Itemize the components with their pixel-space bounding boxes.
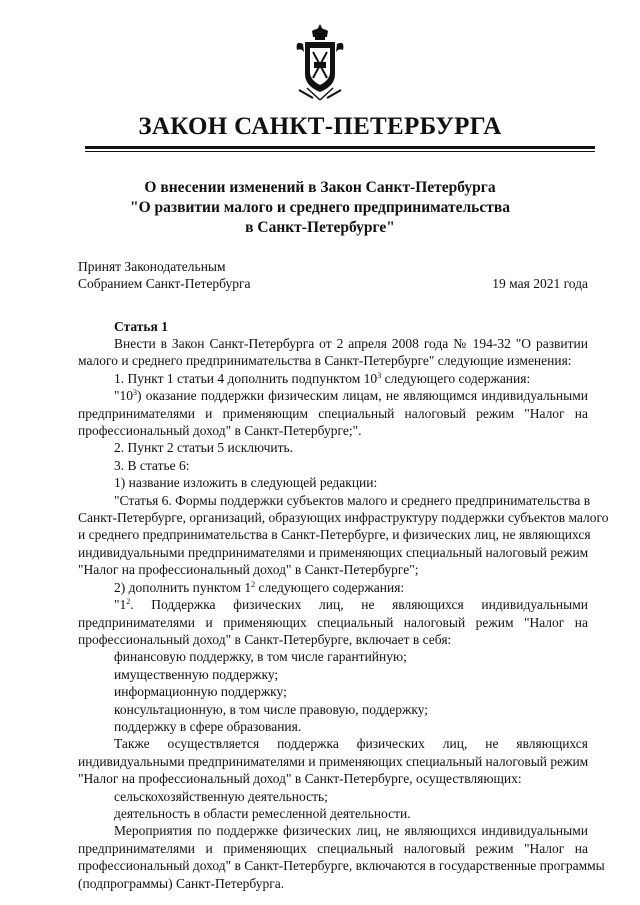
body-line: Также осуществляется поддержка физических лиц, не являющихся xyxy=(114,736,588,752)
adoption-line: Собранием Санкт-Петербурга xyxy=(78,276,251,291)
body-line: Внести в Закон Санкт-Петербурга от 2 апреля 2008 года № 194-32 "О развитии xyxy=(114,336,588,351)
adoption-date: 19 мая 2021 года xyxy=(492,276,588,291)
document-body xyxy=(78,335,609,892)
body-line: индивидуальными предпринимателями и применяющих специальный налоговый режим xyxy=(78,753,589,769)
body-line: предпринимателями и применяющим специальный налоговый режим "Налог на xyxy=(78,405,588,421)
body-line: предпринимателями и применяющих специальный налоговый режим "Налог на xyxy=(78,614,588,630)
article-heading: Статья 1 xyxy=(114,319,168,334)
body-line: индивидуальными предпринимателями и применяющих специальный налоговый режим xyxy=(78,544,589,560)
law-title: ЗАКОН САНКТ-ПЕТЕРБУРГА xyxy=(138,113,502,140)
body-line: "Налог на профессиональный доход" в Санкт-Петербурге"; xyxy=(78,562,419,578)
body-line: профессиональный доход" в Санкт-Петербурге, включаются в государственные программы xyxy=(78,858,605,874)
body-line: профессиональный доход" в Санкт-Петербурге;". xyxy=(78,423,362,439)
body-line: поддержку в сфере образования. xyxy=(114,718,302,734)
body-line: 2. Пункт 2 статьи 5 исключить. xyxy=(114,440,294,456)
law-subtitle xyxy=(0,178,640,238)
body-line: (подпрограммы) Санкт-Петербурга. xyxy=(78,875,285,891)
body-line: 1) название изложить в следующей редакции: xyxy=(114,475,378,491)
adoption-note xyxy=(78,258,251,292)
body-line: "Статья 6. Формы поддержки субъектов малого и среднего предпринимательства в xyxy=(114,492,591,508)
body-line: профессиональный доход" в Санкт-Петербурге, включает в себя: xyxy=(78,631,452,647)
body-line: деятельность в области ремесленной деятельности. xyxy=(114,805,411,821)
body-line: и среднего предпринимательства в Санкт-Петербурге, и физических лиц, не являющихся xyxy=(78,527,591,543)
title-rule-thick xyxy=(85,146,595,149)
body-line: информационную поддержку; xyxy=(114,684,287,700)
subtitle-line: О внесении изменений в Закон Санкт-Петербурга xyxy=(144,179,496,196)
body-line: имущественную поддержку; xyxy=(114,666,279,682)
body-line: "Налог на профессиональный доход" в Санкт-Петербурге, осуществляющих: xyxy=(78,771,522,787)
body-line: консультационную, в том числе правовую, поддержку; xyxy=(114,701,429,717)
subtitle-line: в Санкт-Петербурге" xyxy=(245,219,395,236)
body-line: Мероприятия по поддержке физических лиц, не являющихся индивидуальными xyxy=(114,823,588,839)
body-line: малого и среднего предпринимательства в Санкт-Петербурге" следующие изменения: xyxy=(78,353,572,369)
body-line: "$1^2$. Поддержка физических лиц, не являющихся индивидуальными xyxy=(114,597,588,613)
body-line: 1. Пункт 1 статьи 4 дополнить подпунктом $10^3$ следующего содержания: xyxy=(114,370,531,386)
body-line: финансовую поддержку, в том числе гарантийную; xyxy=(114,649,407,665)
body-line: 3. В статье 6: xyxy=(114,457,190,473)
body-line: 2) дополнить пунктом $1^2$ следующего содержания: xyxy=(114,579,405,595)
adoption-line: Принят Законодательным xyxy=(78,259,226,274)
title-rule-thin xyxy=(85,151,595,152)
body-line: "$10^3$) оказание поддержки физическим лицам, не являющимся индивидуальными xyxy=(114,388,588,404)
body-line: сельскохозяйственную деятельность; xyxy=(114,788,328,804)
subtitle-line: "О развитии малого и среднего предпринимательства xyxy=(130,199,510,216)
body-line: предпринимателями и применяющих специальный налоговый режим "Налог на xyxy=(78,840,588,856)
body-line: Санкт-Петербурге, организаций, образующих инфраструктуру поддержки субъектов малого xyxy=(78,510,609,526)
coat-of-arms-icon xyxy=(293,22,347,102)
